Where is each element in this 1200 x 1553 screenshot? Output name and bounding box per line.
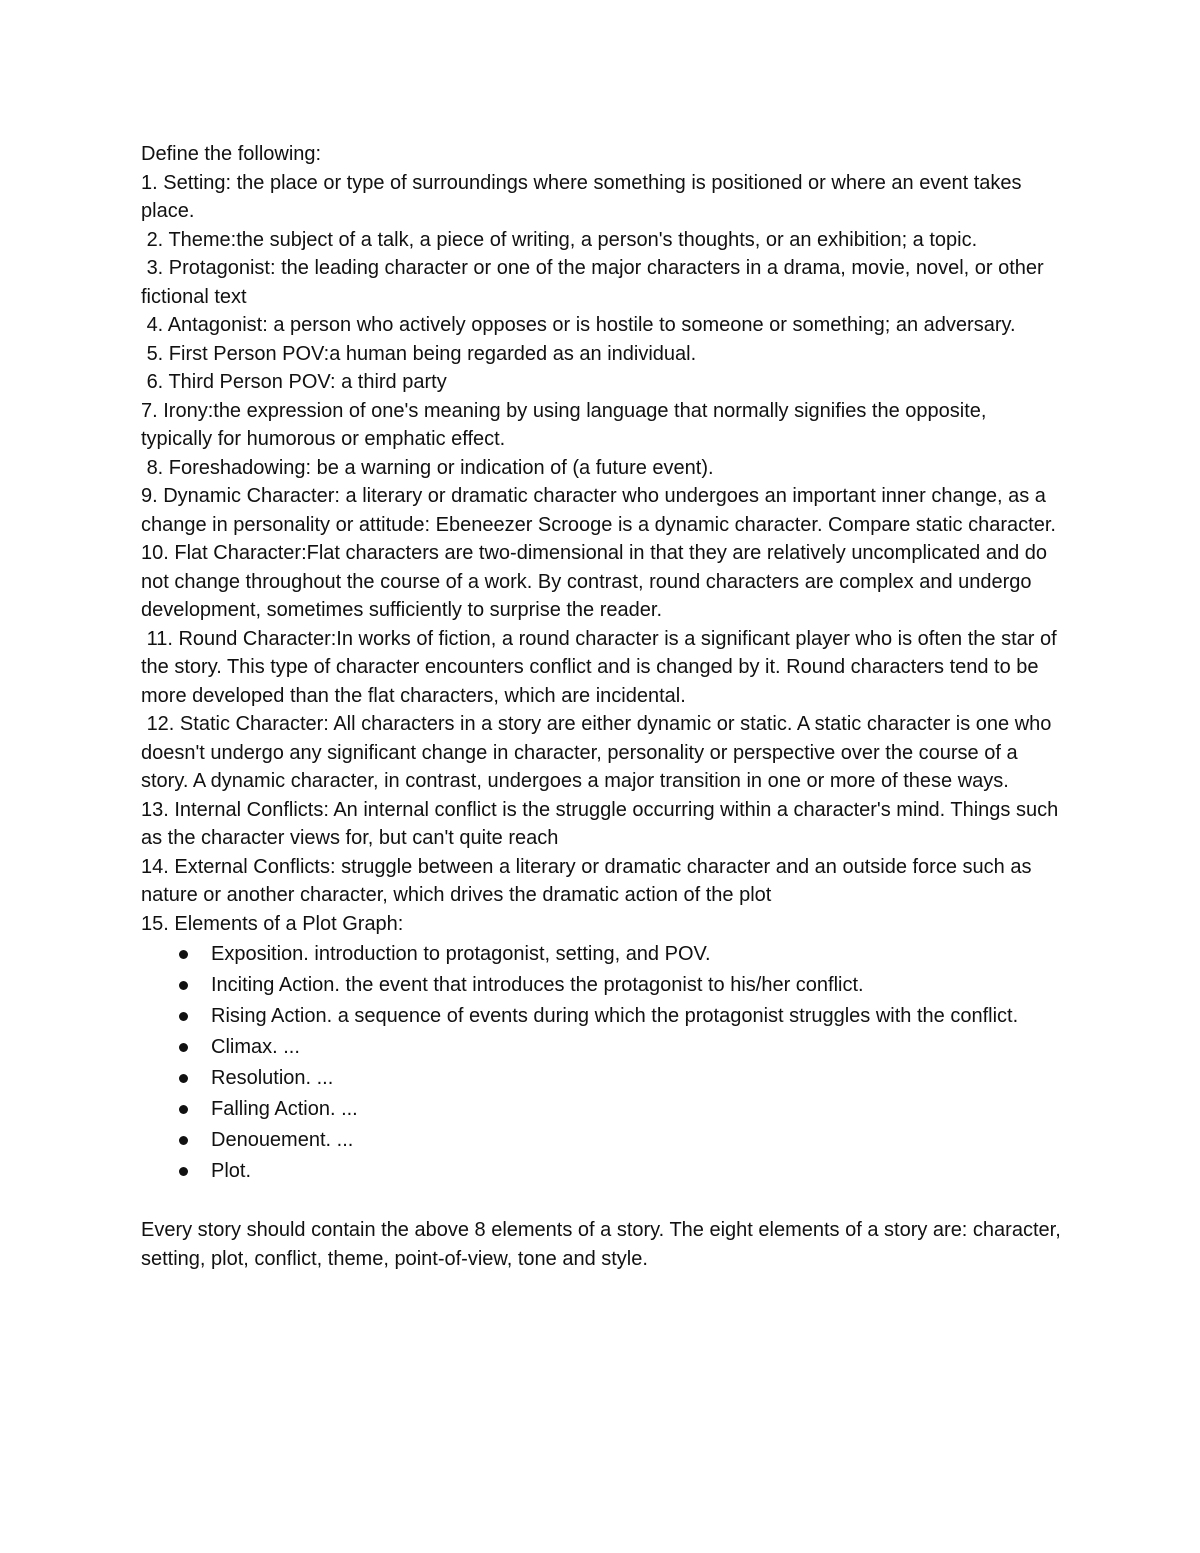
closing-paragraph: Every story should contain the above 8 elements of a story. The eight elements of a story are: character, setting, plot, conflict, theme, point-of-view, tone and style. [141,1219,1067,1270]
bullet-icon [179,1074,188,1083]
list-item-text: Resolution. ... [211,1067,334,1089]
list-item [141,1095,1061,1124]
bullet-icon [179,1043,188,1052]
bullet-icon [179,1136,188,1145]
bullet-icon [179,981,188,990]
list-item [141,971,1061,1000]
bullet-icon [179,1167,188,1176]
list-item [141,1002,1061,1031]
list-item-text: Climax. ... [211,1036,300,1058]
list-item-text: Exposition. introduction to protagonist, setting, and POV. [211,943,711,965]
definition-external-conflicts: 14. External Conflicts: struggle between a literary or dramatic character and an outside force such as nature or another character, which drives the dramatic action of the plot [141,855,1038,906]
definition-dynamic-character: 9. Dynamic Character: a literary or dramatic character who undergoes an important inner change, as a change in personality or attitude: Ebeneezer Scrooge is a dynamic character. Compare static character. [141,485,1056,536]
list-item [141,1064,1061,1093]
definition-plot-graph: 15. Elements of a Plot Graph: [141,912,404,935]
definition-setting: 1. Setting: the place or type of surroundings where something is positioned or where an event takes place. [141,171,1028,222]
spacer [141,1188,1061,1216]
list-item-text: Falling Action. ... [211,1098,358,1120]
definition-foreshadowing: 8. Foreshadowing: be a warning or indication of (a future event). [141,456,714,479]
definition-flat-character: 10. Flat Character:Flat characters are two-dimensional in that they are relatively uncomplicated and do not change throughout the course of a work. By contrast, round characters are complex and undergo development, sometimes sufficiently to surprise the reader. [141,542,1053,621]
list-item [141,1033,1061,1062]
definition-protagonist: 3. Protagonist: the leading character or one of the major characters in a drama, movie, novel, or other fictional text [141,257,1050,308]
document-page [141,140,1067,1273]
definition-first-person-pov: 5. First Person POV:a human being regarded as an individual. [141,342,697,365]
list-item [141,1126,1061,1155]
definition-round-character: 11. Round Character:In works of fiction, a round character is a significant player who is often the star of the story. This type of character encounters conflict and is changed by it. Round characters tend to be more developed than the flat characters, which are incidental. [141,627,1063,707]
document-heading: Define the following: [141,143,322,165]
definition-third-person-pov: 6. Third Person POV: a third party [141,371,447,393]
definition-theme: 2. Theme:the subject of a talk, a piece of writing, a person's thoughts, or an exhibition; a topic. [141,228,978,251]
definition-internal-conflicts: 13. Internal Conflicts: An internal conflict is the struggle occurring within a character's mind. Things such as the character views for, but can't quite reach [141,798,1064,849]
list-item [141,1157,1061,1186]
bullet-icon [179,1105,188,1114]
definition-static-character: 12. Static Character: All characters in a story are either dynamic or static. A static character is one who doesn't undergo any significant change in character, personality or perspective over the course of a story. A dynamic character, in contrast, undergoes a major transition in one or more of these ways. [141,713,1057,792]
list-item [141,940,1061,969]
definition-irony: 7. Irony:the expression of one's meaning by using language that normally signifies the opposite, typically for humorous or emphatic effect. [141,399,993,450]
list-item-text: Denouement. ... [211,1129,354,1151]
list-item-text: Inciting Action. the event that introduces the protagonist to his/her conflict. [211,974,864,996]
list-item-text: Rising Action. a sequence of events during which the protagonist struggles with the conflict. [211,1005,1019,1027]
bullet-icon [179,950,188,959]
bullet-icon [179,1012,188,1021]
plot-elements-list [141,940,1061,1186]
list-item-text: Plot. [211,1160,252,1182]
definition-antagonist: 4. Antagonist: a person who actively opposes or is hostile to someone or something; an adversary. [141,314,1016,336]
